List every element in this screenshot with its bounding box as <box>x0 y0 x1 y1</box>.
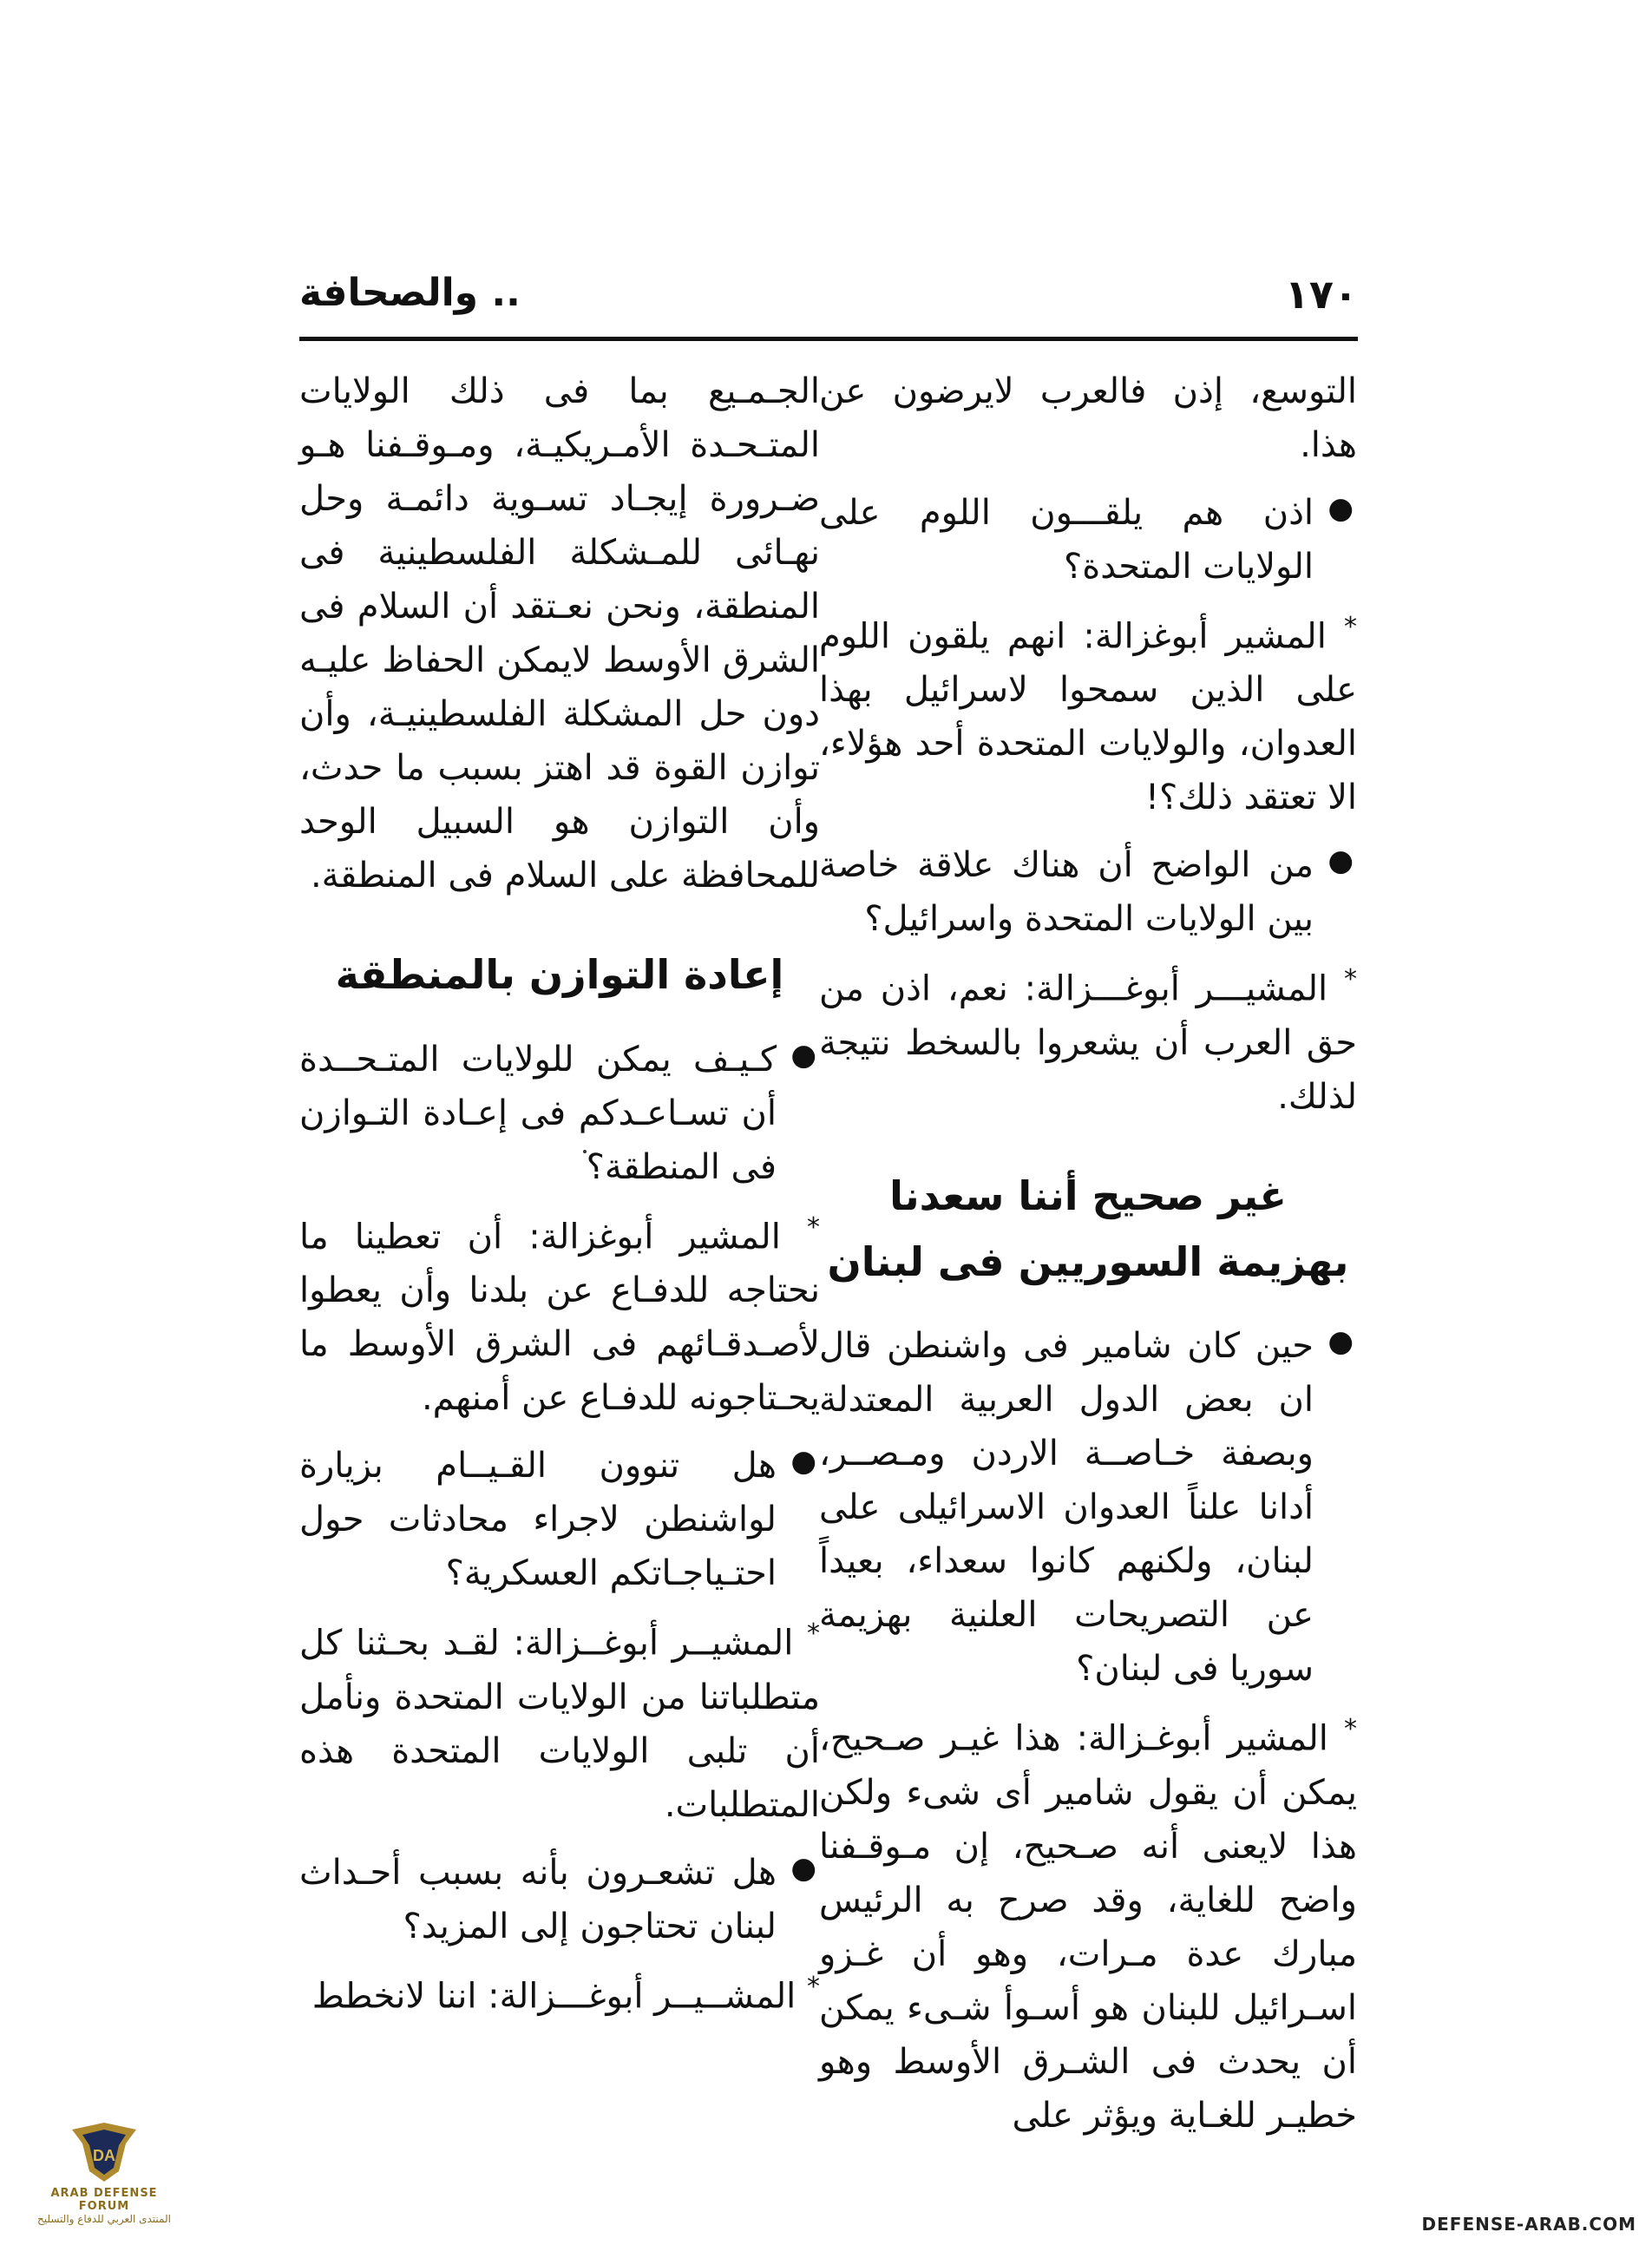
interview-question <box>299 1033 820 1194</box>
star-icon: * <box>807 1618 820 1650</box>
interview-answer <box>299 1614 820 1831</box>
star-icon: * <box>807 1211 820 1243</box>
star-icon: * <box>1344 1714 1357 1745</box>
interview-answer <box>819 607 1357 824</box>
bullet-icon: ● <box>1328 491 1354 526</box>
answer-text: المشير أبوغزالة: أن تعطينا ما نحتاجه للدفـاع عن بلدنا وأن يعطوا لأصـدقـائهم فى الشرق الأوسط ما يحـتاجونه للدفـاع عن أمنهم. <box>299 1217 820 1419</box>
interview-answer <box>299 1208 820 1425</box>
left-column <box>299 364 820 2037</box>
bullet-icon: ● <box>1328 1324 1354 1360</box>
bullet-icon: ● <box>790 1850 816 1886</box>
body-paragraph: الجـمـيع بما فى ذلك الولايات المتـحـدة الأمـريكيـة، ومـوقـفنا هـو ضـرورة إيجـاد تسـوية دائمـة وحل نهـائى للمـشكلة الفلسطينية فى المنطقة، ونحن نعـتقد أن السلام فى الشرق الأوسط لايمكن الحفاظ عليـه دون حل المشكلة الفلسطينيـة، وأن توازن القوة قد اهتز بسبب ما حدث، وأن التوازن هو السبيل الوحد للمحافظة على السلام فى المنطقة. <box>299 371 820 896</box>
logo-text-ar: المنتدى العربي للدفاع والتسليح <box>37 2213 171 2225</box>
site-watermark: DEFENSE-ARAB.COM <box>1421 2214 1636 2235</box>
interview-question <box>299 1846 820 1953</box>
question-text: هل تشعـرون بأنه بسبب أحـداث لبنان تحتاجون إلى المزيد؟ <box>299 1852 777 1946</box>
bullet-icon: ● <box>790 1444 816 1480</box>
body-paragraph: التوسع، إذن فالعرب لايرضون عن هذا. <box>819 371 1357 465</box>
star-icon: * <box>1344 964 1357 995</box>
interview-answer <box>819 960 1357 1123</box>
interview-question <box>819 486 1357 594</box>
logo-text-en: ARAB DEFENSE FORUM <box>50 2187 158 2213</box>
right-column <box>819 364 1357 2156</box>
eagle-emblem-icon <box>65 2117 143 2187</box>
bullet-icon: ● <box>790 1037 816 1073</box>
answer-text: المشير أبوغـزالة: هذا غيـر صـحيح، يمكن أن يقول شامير أى شىء ولكن هذا لايعنى أنه صـحيح، إن مـوقـفنا واضح للغاية، وقد صرح به الرئيس مبارك عدة مـرات، وهو أن غـزو اسـرائيل للبنان هو أسـوأ شـىء يمكن أن يحدث فى الشـرق الأوسط وهو خطيـر للغـاية ويؤثر على <box>819 1718 1357 2136</box>
question-text: هل تنوون القـيــام بزيارة لواشنطن لاجراء محادثات حول احتـياجـاتكم العسكرية؟ <box>299 1446 777 1594</box>
interview-answer <box>299 1967 820 2023</box>
answer-text: المشــيــر أبوغـــزالة: اننا لانخطط <box>311 1975 807 2016</box>
question-text: من الواضح أن هناك علاقة خاصة بين الولايات المتحدة واسرائيل؟ <box>819 845 1314 940</box>
running-title: .. والصحافة <box>299 271 521 315</box>
forum-logo <box>26 2117 182 2239</box>
section-heading: غير صحيح أننا سعدنا بهزيمة السوريين فى لبنان <box>827 1172 1349 1285</box>
star-icon: * <box>807 1971 820 2002</box>
question-text: كـيـف يمكن للولايات المتـحــدة أن تسـاعـدكم فى إعـادة التـوازن فى المنطقة؟ <box>299 1039 777 1187</box>
question-text: حين كان شامير فى واشنطن قال ان بعض الدول العربية المعتدلة وبصفة خـاصــة الاردن ومـصــر، أدانا علناً العدوان الاسرائيلى على لبنان، ولكنهم كانوا سعداء، بعيداً عن التصريحات العلنية بهزيمة سوريا فى لبنان؟ <box>819 1326 1314 1690</box>
question-text: اذن هم يلقـــون اللوم على الولايات المتحدة؟ <box>819 493 1314 587</box>
answer-text: المشير أبوغزالة: انهم يلقون اللوم على الذين سمحوا لاسرائيل بهذا العدوان، والولايات المتحدة أحد هؤلاء، الا تعتقد ذلك؟! <box>819 616 1357 818</box>
interview-question <box>299 1439 820 1600</box>
bullet-icon: ● <box>1328 844 1354 879</box>
interview-question <box>819 1319 1357 1696</box>
page-number: ١٧٠ <box>1284 271 1358 318</box>
answer-text: المشيـــر أبوغـــزالة: نعم، اذن من حق العرب أن يشعروا بالسخط نتيجة لذلك. <box>819 968 1357 1117</box>
answer-text: المشيــر أبوغــزالة: لقـد بحـثنا كل متطلباتنا من الولايات المتحدة ونأمل أن تلبى الولايات المتحدة هذه المتطلبات. <box>299 1623 820 1825</box>
page-header <box>299 259 1358 341</box>
logo-abbr: DA <box>93 2147 115 2164</box>
interview-question <box>819 838 1357 946</box>
star-icon: * <box>1344 612 1357 642</box>
interview-answer <box>819 1710 1357 2142</box>
section-heading: إعادة التوازن بالمنطقة <box>335 951 784 998</box>
stray-dot <box>583 1150 587 1153</box>
